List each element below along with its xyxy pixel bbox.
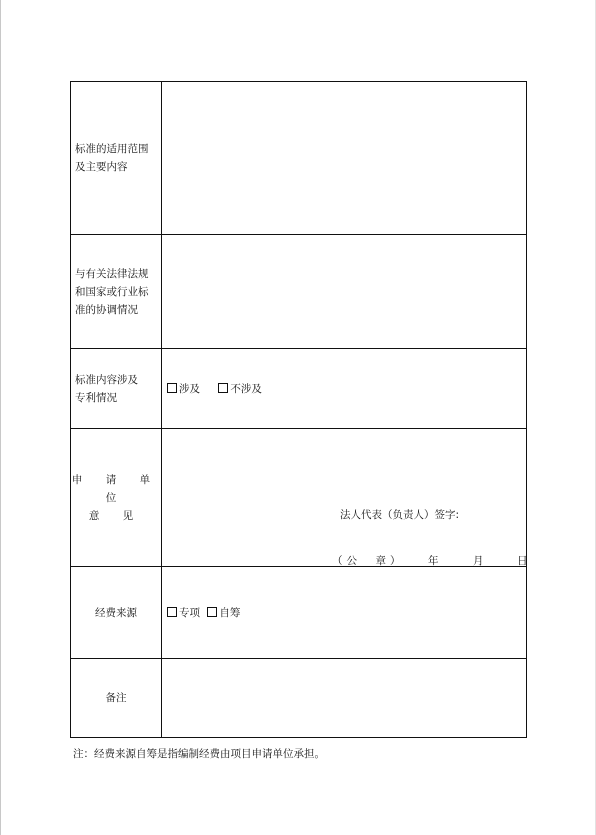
coordination-row [71,235,527,349]
remarks-content-field[interactable] [162,659,527,738]
seal-label: （公 章） [332,555,405,567]
page-left-edge [0,0,1,835]
scope-label-line2: 及主要内容 [75,161,128,173]
scope-content-field[interactable] [162,82,527,235]
year-label: 年 [428,555,439,567]
funding-self-checkbox[interactable] [207,607,217,617]
scope-label-line1: 标准的适用范围 [75,143,149,155]
patent-label-cell [71,349,162,429]
patent-option-involved[interactable] [162,381,200,396]
scope-label-cell [71,82,162,235]
funding-row [71,567,527,659]
opinion-content-field[interactable] [162,429,527,567]
coordination-label-cell [71,235,162,349]
funding-special-checkbox[interactable] [167,607,177,617]
opinion-label-cell [71,429,162,567]
funding-option-self[interactable] [207,605,240,620]
application-form-table [70,81,527,738]
patent-label-line1: 标准内容涉及 [75,373,138,386]
patent-label-line2: 专利情况 [75,391,117,404]
coordination-label-line3: 准的协调情况 [75,303,138,316]
funding-options-cell [162,567,527,659]
funding-special-label: 专项 [179,606,200,619]
day-label: 日 [517,555,528,567]
funding-option-special[interactable] [162,605,200,620]
funding-label-cell [71,567,162,659]
funding-self-label: 自筹 [219,606,241,619]
patent-not-involved-label: 不涉及 [230,382,262,395]
signature-label: 法人代表（负责人）签字: [340,509,460,521]
coordination-label-line2: 和国家或行业标 [75,285,149,298]
remarks-row [71,659,527,738]
remarks-label-cell [71,659,162,738]
patent-not-involved-checkbox[interactable] [218,383,228,393]
month-label: 月 [473,555,484,567]
patent-involved-label: 涉及 [179,382,200,395]
funding-label: 经费来源 [95,606,137,619]
opinion-label-line2: 意 见 [88,509,144,522]
scope-row [71,82,527,235]
patent-row [71,349,527,429]
remarks-label: 备注 [105,692,127,704]
patent-options-cell [162,349,527,429]
patent-option-not-involved[interactable] [213,381,262,396]
patent-involved-checkbox[interactable] [167,383,177,393]
footnote: 注：经费来源自筹是指编制经费由项目申请单位承担。 [73,748,325,760]
opinion-label-line1: 申 请 单 位 [71,473,161,504]
coordination-content-field[interactable] [162,235,527,349]
opinion-row [71,429,527,567]
coordination-label-line1: 与有关法律法规 [75,267,149,280]
